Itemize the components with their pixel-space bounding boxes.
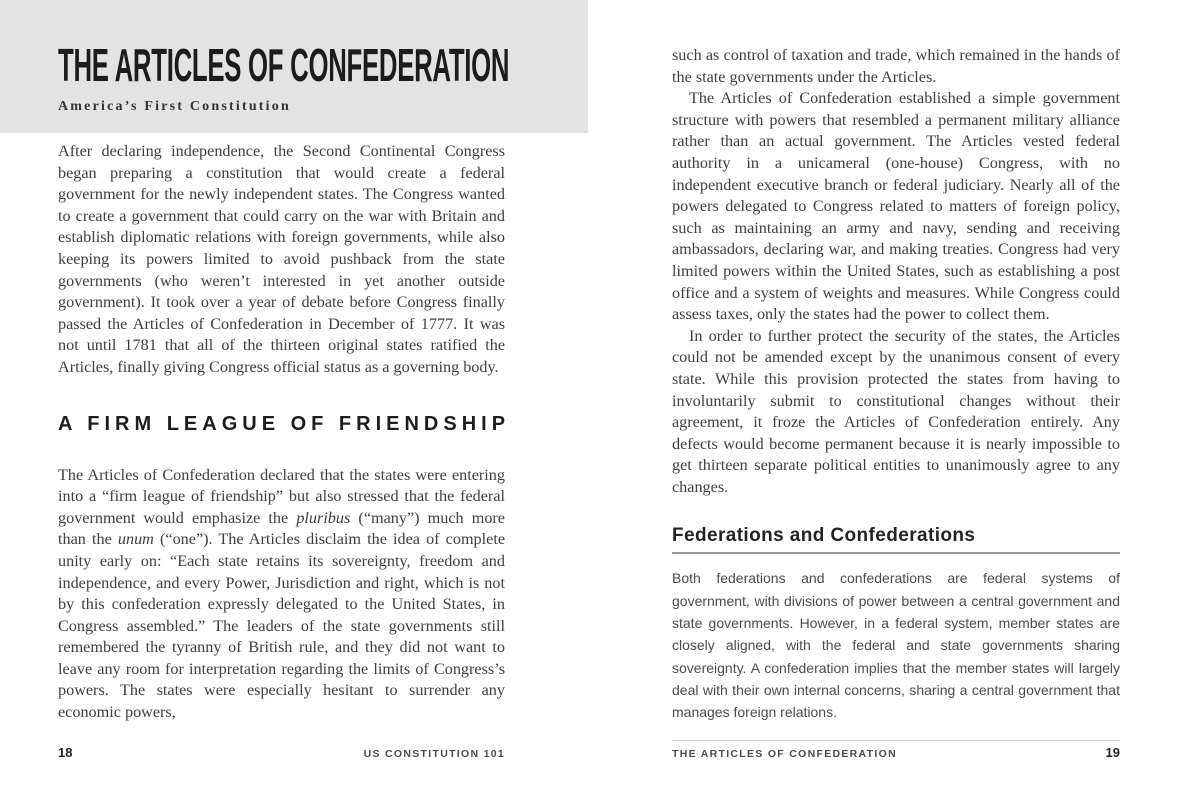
right-paragraph-2: The Articles of Confederation established a simple government structure with powers that resembled a permanent military alliance rather than an actual government. The Articles vested federal authority in a unicameral (one-house) Congress, with no independent executive branch or federal judiciary. Nearly all of the powers delegated to Congress related to matters of foreign policy, such as maintaining an army and navy, sending and receiving ambassadors, declaring war, and making treaties. Congress had very limited powers within the United States, such as establishing a post office and a system of weights and measures. While Congress could assess taxes, only the states had the power to collect them. xyxy=(672,89,1120,324)
sidebar-bottom-rule xyxy=(672,740,1120,741)
sidebar-body-text: Both federations and confederations are federal systems of government, with divisions of power between a central government and state governments. However, in a federal system, member states are closely aligned, with the federal and state governments sharing sovereignty. A confederation implies that the member states will largely deal with their own internal concerns, sharing a central government that manages foreign relations. xyxy=(672,570,1120,721)
right-page-number: 19 xyxy=(1105,745,1120,760)
right-page-text-column xyxy=(672,45,1120,741)
section-heading: A FIRM LEAGUE OF FRIENDSHIP xyxy=(58,412,511,435)
left-page-number: 18 xyxy=(58,745,73,760)
sidebar-heading: Federations and Confederations xyxy=(672,525,1120,554)
left-paragraph-2-segment: The Articles of Confederation declared that the states were entering into a “firm league of friendship” but also stressed that the federal government would emphasize the xyxy=(58,465,505,527)
right-page-footer xyxy=(672,745,1120,760)
left-paragraph-1: After declaring independence, the Second Continental Congress began preparing a constitution that would create a federal government for the newly independent states. The Congress wanted to create a government that could carry on the war with Britain and establish diplomatic relations with foreign governments, while also keeping its powers limited to avoid pushback from the state governments (who weren’t interested in yet another outside government). It took over a year of debate before Congress finally passed the Articles of Confederation in December of 1777. It was not until 1781 that all of the thirteen original states ratified the Articles, finally giving Congress official status as a governing body. xyxy=(58,142,505,376)
left-running-title: US CONSTITUTION 101 xyxy=(363,748,505,760)
right-running-title: THE ARTICLES OF CONFEDERATION xyxy=(672,748,897,760)
left-paragraph-2 xyxy=(58,465,505,724)
right-page xyxy=(589,0,1178,800)
right-paragraph-3: In order to further protect the security of the states, the Articles could not be amended except by the unanimous consent of every state. While this provision protected the states from having to involuntarily submit to constitutional changes without their agreement, it froze the Articles of Confederation entirely. Any defects would become permanent because it is nearly impossible to get thirteen separate political entities to unanimously agree to any changes. xyxy=(672,326,1120,496)
chapter-subtitle: America’s First Constitution xyxy=(58,99,291,114)
right-paragraph-1: such as control of taxation and trade, which remained in the hands of the state governments under the Articles. xyxy=(672,46,1120,86)
italic-term-unum: unum xyxy=(117,530,154,549)
left-paragraph-2-segment: (“one”). The Articles disclaim the idea of complete unity early on: “Each state retains its sovereignty, freedom and independence, and every Power, Jurisdiction and right, which is not by this confederation expressly delegated to the United States, in Congress assembled.” The leaders of the state governments still remembered the tyranny of British rule, and they did not want to leave any room for interpretation regarding the limits of Congress’s powers. The states were especially hesitant to surrender any economic powers, xyxy=(58,530,505,722)
left-page-text-column xyxy=(58,141,511,724)
italic-term-pluribus: pluribus xyxy=(296,508,351,527)
left-page-footer xyxy=(58,745,505,760)
left-paragraph-2-segment: (“many”) much more than the xyxy=(58,508,505,549)
chapter-title: THE ARTICLES OF CONFEDERATION xyxy=(58,39,510,91)
chapter-header-block xyxy=(0,0,588,133)
sidebar-box xyxy=(672,525,1120,740)
